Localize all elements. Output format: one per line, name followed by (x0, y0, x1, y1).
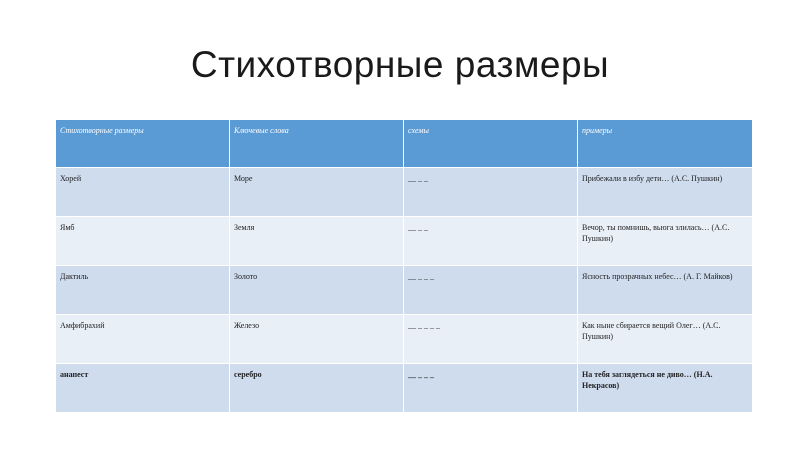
meter-cell: Дактиль (56, 266, 230, 315)
scheme-cell: __ _ _ _ (404, 364, 578, 413)
keyword-cell: Железо (230, 315, 404, 364)
table-row (56, 266, 753, 315)
slide-title: Стихотворные размеры (190, 44, 610, 85)
scheme-cell: __ _ _ _ _ (404, 315, 578, 364)
keyword-cell: Земля (230, 217, 404, 266)
header-examples: примеры (578, 120, 753, 168)
poetic-meters-table (55, 119, 753, 413)
header-schemes: схемы (404, 120, 578, 168)
table-row (56, 217, 753, 266)
table-row (56, 364, 753, 413)
table-row (56, 315, 753, 364)
meter-cell: Ямб (56, 217, 230, 266)
example-cell: Как ныне сбирается вещий Олег… (А.С. Пушкин) (578, 315, 753, 364)
example-cell: Ясность прозрачных небес… (А. Г. Майков) (578, 266, 753, 315)
header-keywords: Ключевые слова (230, 120, 404, 168)
meter-cell: Амфибрахий (56, 315, 230, 364)
example-cell: Вечор, ты помнишь, вьюга злилась… (А.С. Пушкин) (578, 217, 753, 266)
header-meters: Стихотворные размеры (56, 120, 230, 168)
scheme-cell: __ _ _ _ (404, 266, 578, 315)
keyword-cell: Море (230, 168, 404, 217)
example-cell: Прибежали в избу дети… (А.С. Пушкин) (578, 168, 753, 217)
table-row (56, 168, 753, 217)
example-cell: На тебя заглядеться не диво… (Н.А. Некрасов) (578, 364, 753, 413)
scheme-cell: __ _ _ (404, 217, 578, 266)
meter-cell: анапест (56, 364, 230, 413)
keyword-cell: Золото (230, 266, 404, 315)
meter-cell: Хорей (56, 168, 230, 217)
scheme-cell: __ _ _ (404, 168, 578, 217)
keyword-cell: серебро (230, 364, 404, 413)
table-header-row (56, 120, 753, 168)
